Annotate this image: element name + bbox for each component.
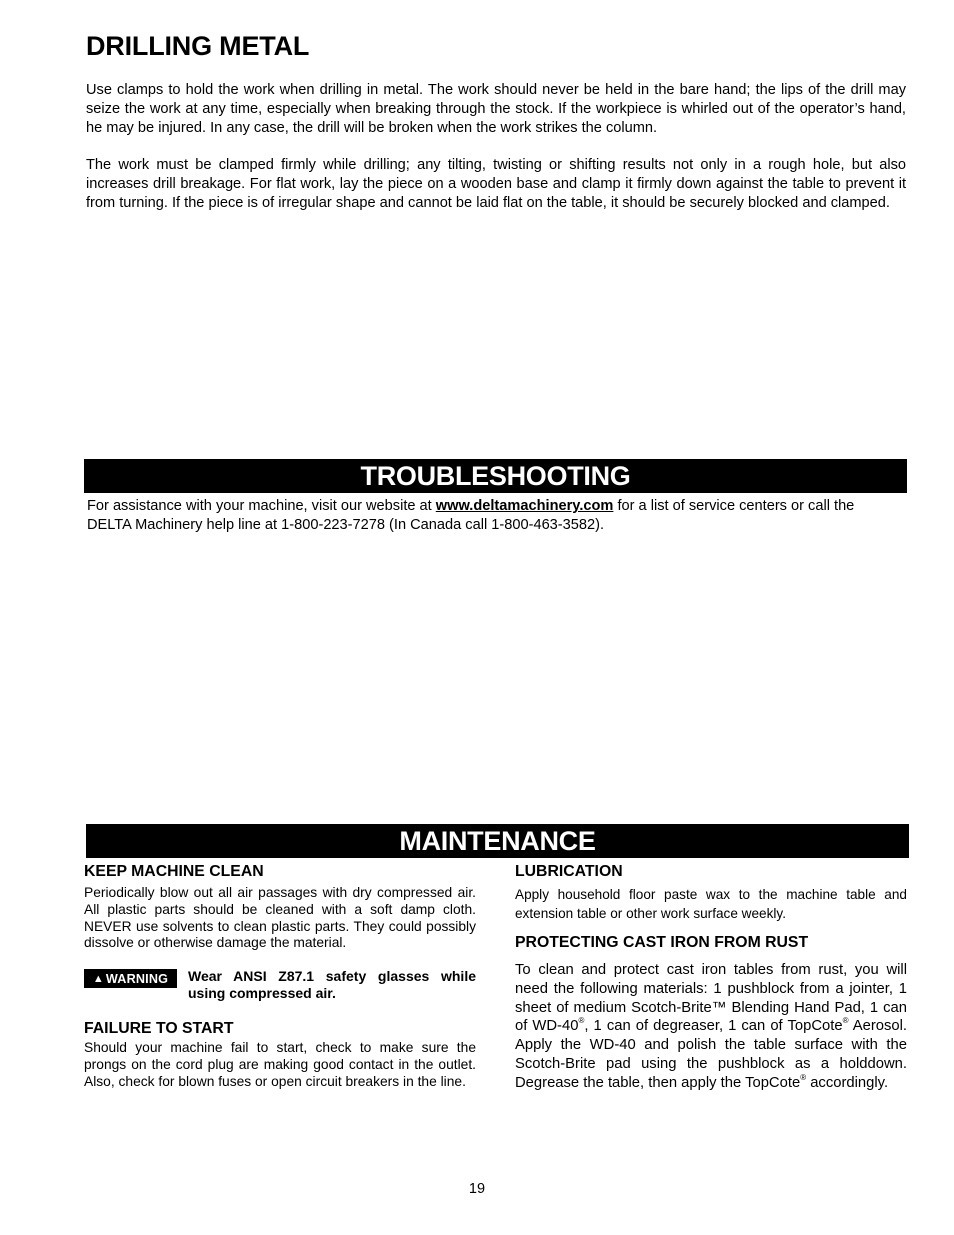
maintenance-title: MAINTENANCE: [399, 826, 596, 856]
maintenance-header-bar: [86, 824, 909, 858]
keep-machine-clean-body: Periodically blow out all air passages with dry compressed air. All plastic parts should be cleaned with a soft damp cloth. NEVER use solvents to clean plastic parts. They could possibly dissolve or otherwise damage the material.: [84, 885, 476, 951]
warning-triangle-icon: ▲: [92, 972, 104, 985]
registered-mark: ®: [578, 1016, 585, 1026]
registered-mark: ®: [800, 1072, 807, 1082]
protecting-cast-iron-body: [515, 961, 907, 1093]
failure-to-start-body: Should your machine fail to start, check to make sure the prongs on the cord plug are making good contact in the outlet. Also, check for blown fuses or open circuit breakers in the line.: [84, 1040, 476, 1089]
drilling-metal-title: DRILLING METAL: [86, 31, 310, 61]
rust-text-part-1: To clean and protect cast iron tables from rust, you will need the following materials: 1 pushblock from a jointer, 1 sheet of medium Scotch-Brite™ Blending Hand Pad, 1 can of WD-40: [515, 962, 907, 1035]
drilling-metal-paragraph-1: Use clamps to hold the work when drilling in metal. The work should never be held in the bare hand; the lips of the drill may seize the work at any time, especially when breaking through the stock. If the workpiece is whirled out of the operator’s hand, he may be injured. In any case, the drill will be broken when the work strikes the column.: [86, 82, 906, 136]
lubrication-heading: LUBRICATION: [515, 863, 623, 880]
warning-notice: [84, 968, 476, 1002]
maintenance-left-column: [84, 862, 476, 1091]
help-text-after: for a list of service centers or call the DELTA Machinery help line at 1-800-223-7278 (In Canada call 1-800-463-3582).: [87, 498, 855, 533]
protecting-cast-iron-heading: PROTECTING CAST IRON FROM RUST: [515, 934, 809, 951]
keep-machine-clean-heading: KEEP MACHINE CLEAN: [84, 863, 264, 880]
troubleshooting-help-text: [87, 497, 902, 535]
delta-website-link[interactable]: www.deltamachinery.com: [435, 498, 614, 514]
warning-text: Wear ANSI Z87.1 safety glasses while using compressed air.: [188, 968, 476, 1002]
registered-mark: ®: [842, 1016, 849, 1026]
troubleshooting-header-bar: [84, 459, 907, 493]
warning-badge-label: WARNING: [105, 971, 169, 986]
lubrication-body: Apply household floor paste wax to the machine table and extension table or other work surface weekly.: [515, 887, 907, 921]
rust-text-part-2: , 1 can of degreaser, 1 can of TopCote: [584, 1018, 843, 1035]
rust-text-part-3: Aerosol. Apply the WD-40 and polish the table surface with the Scotch-Brite pad using the pushblock as a holddown. Degrease the table, then apply the TopCote: [515, 1018, 908, 1091]
help-text-before: For assistance with your machine, visit our website at: [87, 498, 436, 514]
page-number: 19: [468, 1181, 486, 1197]
drilling-metal-paragraph-2: The work must be clamped firmly while drilling; any tilting, twisting or shifting results not only in a rough hole, but also increases drill breakage. For flat work, lay the piece on a wooden base and clamp it firmly down against the table to prevent it from turning. If the piece is of irregular shape and cannot be laid flat on the table, it should be securely blocked and clamped.: [86, 157, 906, 211]
warning-badge: [84, 969, 177, 988]
rust-text-part-4: accordingly.: [806, 1074, 889, 1091]
troubleshooting-title: TROUBLESHOOTING: [360, 461, 631, 491]
failure-to-start-heading: FAILURE TO START: [84, 1020, 234, 1038]
maintenance-right-column: [515, 862, 907, 1093]
